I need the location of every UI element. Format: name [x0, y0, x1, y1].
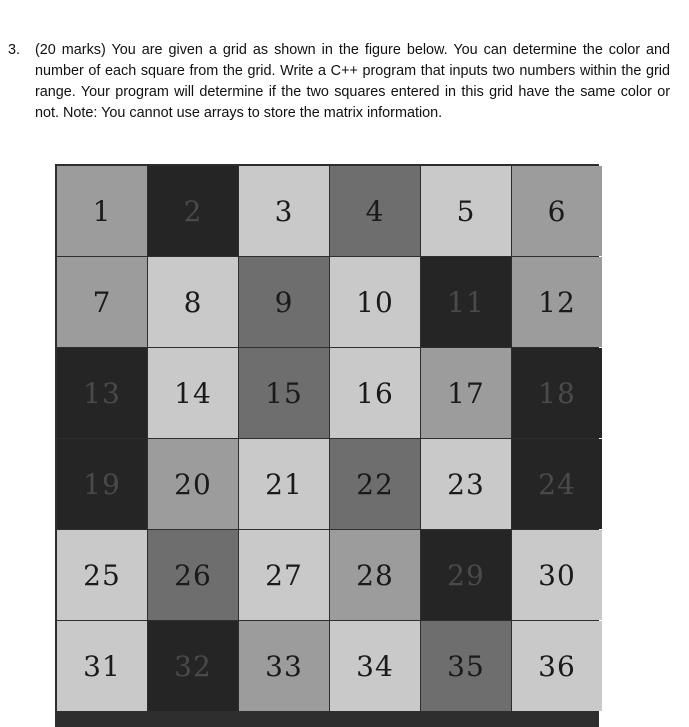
grid-cell: 11 [421, 257, 511, 347]
grid-cell: 18 [512, 348, 602, 438]
grid-cell: 34 [330, 621, 420, 711]
grid-cell: 23 [421, 439, 511, 529]
grid-cell: 14 [148, 348, 238, 438]
grid-cell: 15 [239, 348, 329, 438]
grid-cell: 12 [512, 257, 602, 347]
grid-cell: 2 [148, 166, 238, 256]
grid-cell: 4 [330, 166, 420, 256]
grid-cell: 35 [421, 621, 511, 711]
grid-cell: 26 [148, 530, 238, 620]
grid-cell: 22 [330, 439, 420, 529]
grid-cell: 7 [57, 257, 147, 347]
grid-cell: 8 [148, 257, 238, 347]
grid-cell: 31 [57, 621, 147, 711]
grid-cell: 9 [239, 257, 329, 347]
grid-cell: 27 [239, 530, 329, 620]
grid-cell: 10 [330, 257, 420, 347]
grid-cell: 24 [512, 439, 602, 529]
grid-cell: 5 [421, 166, 511, 256]
grid-cell: 30 [512, 530, 602, 620]
grid-cell: 36 [512, 621, 602, 711]
grid-cell: 1 [57, 166, 147, 256]
question-text: (20 marks) You are given a grid as shown in the figure below. You can determine the color and number of each square from the grid. Write a C++ program that inputs two numbers within the grid range. Your program will determine if the two squares entered in this grid have the same color or not. Note: You cannot use arrays to store the matrix information. [35, 42, 670, 121]
grid-cell: 29 [421, 530, 511, 620]
grid-cell: 17 [421, 348, 511, 438]
grid-cell: 28 [330, 530, 420, 620]
grid-cell: 21 [239, 439, 329, 529]
grid-cell: 20 [148, 439, 238, 529]
grid-cell: 6 [512, 166, 602, 256]
grid-cell: 3 [239, 166, 329, 256]
grid-cell: 13 [57, 348, 147, 438]
grid-cell: 32 [148, 621, 238, 711]
question-number: 3. [8, 42, 21, 58]
number-grid [55, 164, 599, 727]
grid-cell: 25 [57, 530, 147, 620]
grid-cell: 19 [57, 439, 147, 529]
grid-cell: 16 [330, 348, 420, 438]
question-block [8, 40, 670, 124]
grid-cell: 33 [239, 621, 329, 711]
